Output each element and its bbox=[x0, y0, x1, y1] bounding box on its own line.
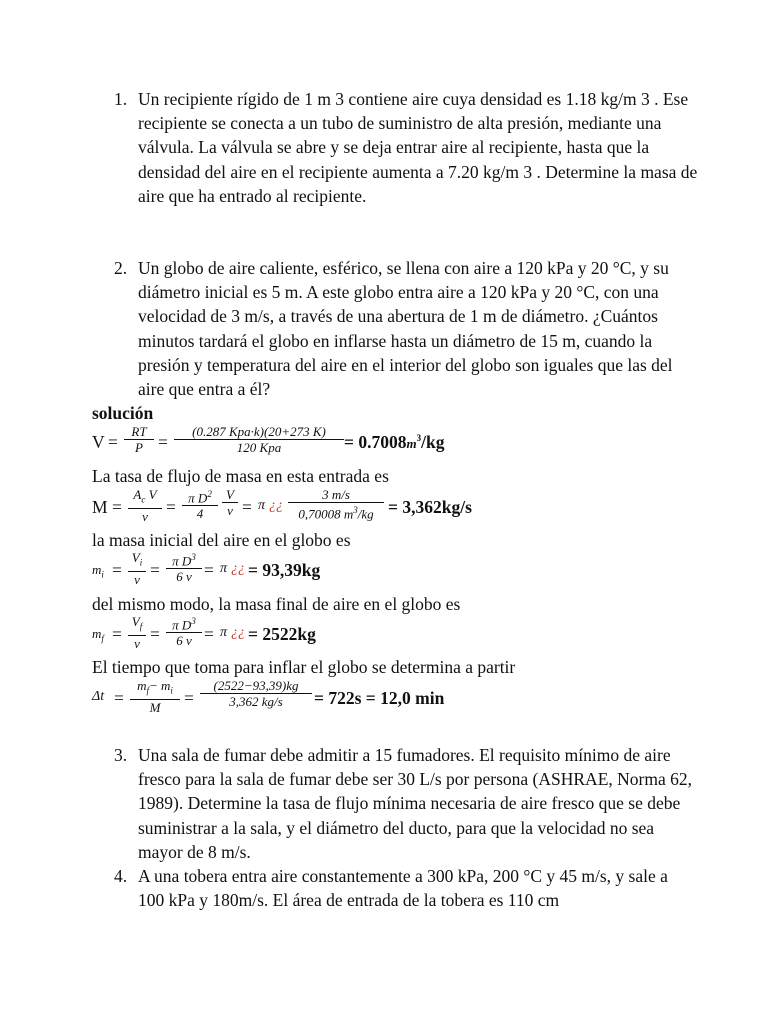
eq-mf-f1-den: v bbox=[128, 635, 146, 651]
eq-mi-equals-3: = bbox=[204, 560, 214, 580]
eq-v-f2-num: (0.287 Kpa·k)(20+273 K) bbox=[192, 424, 326, 439]
eq-mi-f2-den: 6 v bbox=[166, 568, 202, 584]
problem-4-number: 4. bbox=[114, 866, 128, 886]
text-inflation-time: El tiempo que toma para inflar el globo se determina a partir bbox=[92, 657, 516, 677]
eq-m-f3-den: v bbox=[222, 502, 238, 518]
eq-m-equals-3: = bbox=[242, 497, 252, 517]
eq-t-f2-den: 3,362 kg/s bbox=[200, 693, 312, 709]
eq-v-equals-2: = bbox=[158, 432, 168, 452]
problem-4 bbox=[114, 864, 698, 912]
eq-v-lhs: V bbox=[92, 432, 105, 452]
eq-t-result: = 722s = 12,0 min bbox=[314, 688, 445, 708]
eq-v-f1-den: P bbox=[124, 439, 154, 455]
equation-initial-mass bbox=[92, 550, 392, 590]
eq-t-fraction-1 bbox=[130, 678, 180, 715]
eq-m-red-symbol: ¿¿ bbox=[269, 498, 283, 513]
eq-mi-fraction-1 bbox=[128, 550, 146, 587]
eq-m-fraction-3 bbox=[222, 487, 238, 518]
problem-3-number: 3. bbox=[114, 745, 128, 765]
equation-specific-volume bbox=[92, 424, 492, 464]
eq-v-result: = $0.7008m^3/kg$ bbox=[344, 432, 445, 452]
eq-t-lhs: Δt bbox=[92, 689, 105, 704]
problem-4-text: A una tobera entra aire constantemente a 300 kPa, 200 °C y 45 m/s, y sale a 100 kPa y 180m/s. El área de entrada de la tobera es 110 cm bbox=[138, 866, 668, 911]
eq-mf-pi: π bbox=[220, 625, 228, 640]
equation-mass-flow bbox=[92, 487, 512, 527]
eq-t-fraction-2 bbox=[200, 678, 312, 709]
eq-m-fraction-4 bbox=[288, 487, 384, 521]
eq-m-fraction-2 bbox=[182, 487, 218, 521]
eq-m-fraction-1 bbox=[128, 487, 162, 524]
eq-mf-fraction-1 bbox=[128, 614, 146, 651]
eq-t-f1-num: $m_f- m_i$ bbox=[137, 678, 173, 696]
eq-m-f1-den: v bbox=[128, 508, 162, 524]
problem-1 bbox=[114, 87, 698, 208]
eq-mf-red-symbol: ¿¿ bbox=[231, 625, 245, 640]
eq-m-f2-num: π $D^2$ bbox=[188, 489, 212, 506]
text-flow-rate: La tasa de flujo de masa en esta entrada es bbox=[92, 466, 389, 486]
eq-t-f2-num: (2522−93,39)kg bbox=[213, 678, 299, 693]
eq-mf-equals-3: = bbox=[204, 624, 214, 644]
eq-v-fraction-1 bbox=[124, 424, 154, 455]
problem-2-text: Un globo de aire caliente, esférico, se llena con aire a 120 kPa y 20 °C, y su diámetro inicial es 5 m. A este globo entra aire a 120 kPa y 20 °C, con una velocidad de 3 m/s, a través de una abertura de 1 m de diámetro. ¿Cuántos minutos tardará el globo en inflarse hasta un diámetro de 15 m, cuando la presión y temperatura del aire en el interior del globo son iguales que las del aire que entra a él? bbox=[138, 258, 673, 400]
eq-mf-result: = 2522kg bbox=[248, 624, 316, 644]
eq-mf-f2-den: 6 v bbox=[166, 632, 202, 648]
text-initial-mass: la masa inicial del aire en el globo es bbox=[92, 530, 351, 550]
eq-m-f3-num: V bbox=[226, 487, 234, 502]
problem-1-text: Un recipiente rígido de 1 m 3 contiene aire cuya densidad es 1.18 kg/m 3 . Ese recipiente se conecta a un tubo de suministro de alta presión, mediante una válvula. La válvula se abre y se deja entrar aire al recipiente, hasta que la densidad del aire en el recipiente aumenta a 7.20 kg/m 3 . Determine la masa de aire que ha entrado al recipiente. bbox=[138, 89, 698, 206]
equation-inflation-time bbox=[92, 678, 492, 718]
problem-3 bbox=[114, 743, 698, 864]
eq-m-equals-1: = bbox=[112, 497, 122, 517]
text-final-mass: del mismo modo, la masa final de aire en el globo es bbox=[92, 594, 461, 614]
eq-mf-equals-1: = bbox=[112, 624, 122, 644]
solution-heading: solución bbox=[92, 403, 154, 423]
eq-m-f4-den: 0,70008 $m^3/kg$ bbox=[288, 502, 384, 521]
eq-m-f2-den: 4 bbox=[182, 505, 218, 521]
eq-mi-f1-num: $V_i$ bbox=[131, 550, 143, 568]
problem-2-number: 2. bbox=[114, 258, 128, 278]
eq-mf-f2-num: π $D^3$ bbox=[172, 616, 196, 633]
eq-mi-equals-2: = bbox=[150, 560, 160, 580]
eq-m-equals-2: = bbox=[166, 497, 176, 517]
eq-t-equals-1: = bbox=[114, 688, 124, 708]
eq-mi-red-symbol: ¿¿ bbox=[231, 561, 245, 576]
eq-v-f1-num: RT bbox=[131, 424, 147, 439]
eq-mf-fraction-2 bbox=[166, 614, 202, 648]
eq-v-f2-den: 120 Kpa bbox=[174, 439, 344, 455]
problem-1-number: 1. bbox=[114, 89, 128, 109]
eq-mi-fraction-2 bbox=[166, 550, 202, 584]
eq-m-result: = 3,362kg/s bbox=[388, 497, 472, 517]
eq-mf-lhs: $m_f$ bbox=[92, 626, 104, 644]
eq-mi-result: = 93,39kg bbox=[248, 560, 321, 580]
eq-t-f1-den: M bbox=[130, 699, 180, 715]
eq-mi-f1-den: v bbox=[128, 571, 146, 587]
problem-2 bbox=[114, 256, 698, 401]
eq-m-f1-num: $A_c$ V bbox=[133, 487, 157, 505]
eq-mi-pi: π bbox=[220, 561, 228, 576]
eq-mi-equals-1: = bbox=[112, 560, 122, 580]
problem-3-text: Una sala de fumar debe admitir a 15 fumadores. El requisito mínimo de aire fresco para la sala de fumar debe ser 30 L/s por persona (ASHRAE, Norma 62, 1989). Determine la tasa de flujo mínima necesaria de aire fresco que se debe suministrar a la sala, y el diámetro del ducto, para que la velocidad no sea mayor de 8 m/s. bbox=[138, 745, 692, 862]
eq-m-lhs: M bbox=[92, 497, 108, 517]
eq-mf-f1-num: $V_f$ bbox=[131, 614, 143, 632]
eq-t-equals-2: = bbox=[184, 688, 194, 708]
eq-mi-f2-num: π $D^3$ bbox=[172, 552, 196, 569]
eq-mi-lhs: $m_i$ bbox=[92, 562, 104, 580]
eq-mf-equals-2: = bbox=[150, 624, 160, 644]
eq-v-equals-1: = bbox=[108, 432, 118, 452]
eq-v-fraction-2 bbox=[174, 424, 344, 455]
equation-final-mass bbox=[92, 614, 392, 654]
eq-m-pi: π bbox=[258, 498, 266, 513]
eq-m-f4-num: 3 m/s bbox=[322, 487, 350, 502]
